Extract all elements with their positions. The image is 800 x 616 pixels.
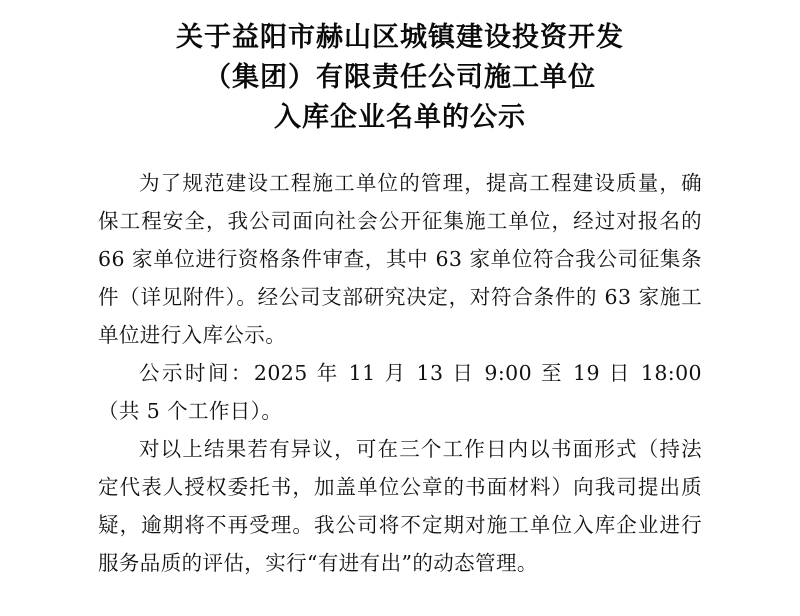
page-title-line-3: 入库企业名单的公示	[274, 102, 526, 133]
paragraph-1: 为了规范建设工程施工单位的管理，提高工程建设质量，确保工程安全，我公司面向社会公开征集施工单位，经过对报名的 66 家单位进行资格条件审查，其中 63 家单位符合我公司征集条件（详见附件）。经公司支部研究决定，对符合条件的 63 家施工单位进行入库公示。	[98, 171, 702, 347]
page-title-line-1: 关于益阳市赫山区城镇建设投资开发	[176, 22, 624, 53]
paragraph-2: 公示时间：2025 年 11 月 13 日 9:00 至 19 日 18:00（共 5 个工作日）。	[98, 361, 702, 423]
document-body	[98, 164, 702, 582]
paragraph-3: 对以上结果若有异议，可在三个工作日内以书面形式（持法定代表人授权委托书，加盖单位公章的书面材料）向我司提出质疑，逾期将不再受理。我公司将不定期对施工单位入库企业进行服务品质的评估，实行“有进有出”的动态管理。	[98, 437, 702, 575]
page-title	[98, 18, 702, 138]
page-title-line-2: （集团）有限责任公司施工单位	[204, 62, 596, 93]
